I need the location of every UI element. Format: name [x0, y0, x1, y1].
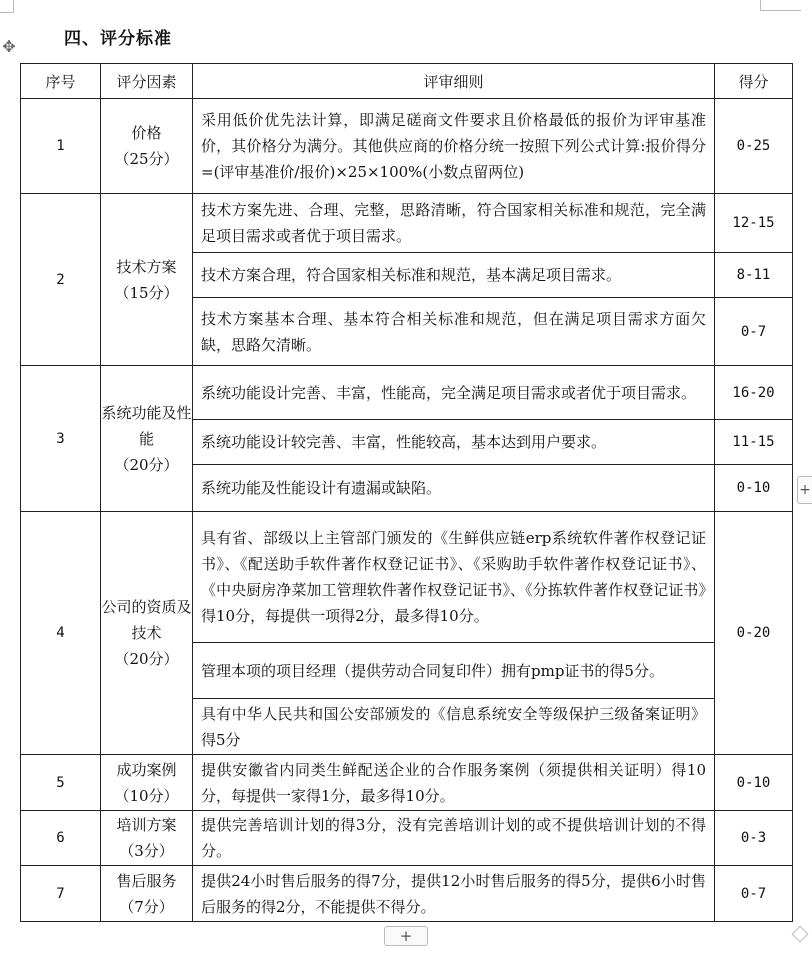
- section-heading: 四、评分标准: [64, 29, 172, 49]
- scoring-table: [20, 63, 793, 922]
- row-number: 4: [21, 512, 101, 755]
- detail-cell: 具有省、部级以上主管部门颁发的《生鲜供应链erp系统软件著作权登记证书》、《配送助手软件著作权登记证书》、《采购助手软件著作权登记证书》、《中央厨房净菜加工管理软件著作权登记证书》、《分拣软件著作权登记证书》得10分，每提供一项得2分，最多得10分。: [193, 512, 715, 643]
- table-row: [21, 755, 793, 811]
- factor-cell: [101, 755, 193, 811]
- score-range: 0-7: [715, 866, 793, 922]
- score-range: 0-7: [715, 298, 793, 366]
- detail-cell: 提供24小时售后服务的得7分，提供12小时售后服务的得5分，提供6小时售后服务的得2分，不能提供不得分。: [193, 866, 715, 922]
- factor-cell: [101, 194, 193, 366]
- detail-cell: 技术方案合理，符合国家相关标准和规范，基本满足项目需求。: [193, 253, 715, 298]
- row-number: 1: [21, 99, 101, 194]
- factor-cell: [101, 99, 193, 194]
- detail-cell: 系统功能及性能设计有遗漏或缺陷。: [193, 465, 715, 512]
- header-cell-no: 序号: [21, 64, 101, 99]
- score-range: 8-11: [715, 253, 793, 298]
- factor-name: 技术方案: [116, 257, 177, 276]
- detail-cell: 技术方案先进、合理、完整，思路清晰，符合国家相关标准和规范，完全满足项目需求或者优于项目需求。: [193, 194, 715, 253]
- detail-cell: 管理本项的项目经理（提供劳动合同复印件）拥有pmp证书的得5分。: [193, 643, 715, 699]
- score-range: 12-15: [715, 194, 793, 253]
- detail-cell: 系统功能设计较完善、丰富，性能较高，基本达到用户要求。: [193, 420, 715, 465]
- factor-cell: [101, 512, 193, 755]
- detail-cell: 采用低价优先法计算，即满足磋商文件要求且价格最低的报价为评审基准价，其价格分为满分。其他供应商的价格分统一按照下列公式计算:报价得分=(评审基准价/报价)×25×100%(小数点留两位): [193, 99, 715, 194]
- row-number: 2: [21, 194, 101, 366]
- factor-weight: （3分）: [119, 842, 174, 860]
- page-corner-mark: [0, 0, 14, 13]
- detail-cell: 系统功能设计完善、丰富，性能高，完全满足项目需求或者优于项目需求。: [193, 366, 715, 420]
- table-row: [21, 512, 793, 643]
- header-cell-detail: 评审细则: [193, 64, 715, 99]
- factor-weight: （20分）: [114, 650, 179, 668]
- add-column-button[interactable]: +: [797, 476, 812, 504]
- header-cell-factor: 评分因素: [101, 64, 193, 99]
- table-move-handle-icon[interactable]: ✥: [2, 37, 16, 56]
- row-number: 7: [21, 866, 101, 922]
- factor-weight: （25分）: [114, 150, 179, 168]
- score-range: 0-10: [715, 465, 793, 512]
- page-corner-mark: [760, 0, 801, 11]
- factor-name: 售后服务: [116, 871, 177, 890]
- table-row: [21, 811, 793, 866]
- factor-name: 成功案例: [116, 760, 177, 779]
- factor-name: 价格: [131, 124, 162, 142]
- factor-weight: （7分）: [119, 897, 174, 916]
- table-resize-handle[interactable]: [792, 926, 809, 943]
- row-number: 5: [21, 755, 101, 811]
- detail-cell: 技术方案基本合理、基本符合相关标准和规范，但在满足项目需求方面欠缺，思路欠清晰。: [193, 298, 715, 366]
- factor-cell: [101, 366, 193, 512]
- table-row: [21, 866, 793, 922]
- score-range: 0-3: [715, 811, 793, 866]
- detail-cell: 具有中华人民共和国公安部颁发的《信息系统安全等级保护三级备案证明》得5分: [193, 699, 715, 755]
- score-range: 16-20: [715, 366, 793, 420]
- table-row: [21, 99, 793, 194]
- factor-weight: （20分）: [114, 455, 179, 474]
- score-range: 0-10: [715, 755, 793, 811]
- table-row: [21, 194, 793, 253]
- add-row-button[interactable]: +: [384, 926, 428, 946]
- factor-name: 系统功能及性能: [101, 403, 192, 448]
- score-range: 0-25: [715, 99, 793, 194]
- factor-cell: [101, 811, 193, 866]
- detail-cell: 提供安徽省内同类生鲜配送企业的合作服务案例（须提供相关证明）得10分，每提供一家得1分，最多得10分。: [193, 755, 715, 811]
- header-cell-score: 得分: [715, 64, 793, 99]
- detail-cell: 提供完善培训计划的得3分，没有完善培训计划的或不提供培训计划的不得分。: [193, 811, 715, 866]
- score-range: 0-20: [715, 512, 793, 755]
- factor-weight: （15分）: [114, 283, 179, 302]
- factor-name: 公司的资质及技术: [101, 598, 192, 642]
- factor-name: 培训方案: [116, 816, 177, 834]
- score-range: 11-15: [715, 420, 793, 465]
- table-row: [21, 366, 793, 420]
- factor-weight: （10分）: [114, 786, 179, 805]
- row-number: 3: [21, 366, 101, 512]
- table-header-row: [21, 64, 793, 99]
- factor-cell: [101, 866, 193, 922]
- row-number: 6: [21, 811, 101, 866]
